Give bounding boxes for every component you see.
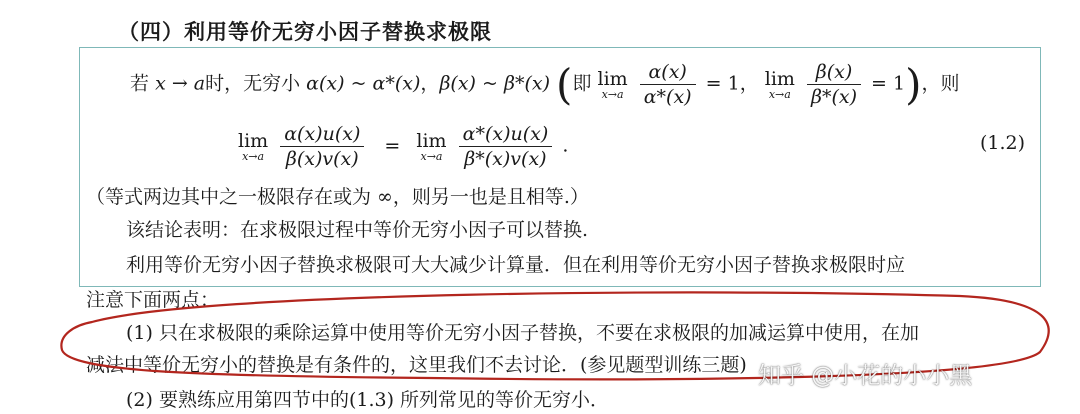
beta-ratio-denominator: β*(x) bbox=[810, 86, 857, 108]
ruo-text: 若 bbox=[130, 72, 150, 95]
right-denominator: β*(x)v(x) bbox=[464, 148, 547, 170]
point-1-line-2 bbox=[86, 350, 747, 377]
equals-one-1: = 1， bbox=[705, 72, 759, 95]
section-heading: （四）利用等价无穷小因子替换求极限 bbox=[118, 20, 492, 44]
alpha-ratio bbox=[640, 60, 696, 109]
zhihu-watermark: 知乎 @小花的小小黑 bbox=[758, 363, 973, 389]
equals-one-2: = 1 bbox=[871, 72, 906, 95]
note-text: （等式两边其中之一极限存在或为 ∞，则另一也是且相等.） bbox=[86, 186, 589, 208]
alpha-equivalence: α(x) ~ α*(x) bbox=[306, 72, 421, 95]
limit-arrow: x → a bbox=[155, 72, 206, 95]
formula-line-1 bbox=[130, 60, 960, 109]
lim-label: lim bbox=[416, 129, 447, 152]
beta-ratio bbox=[807, 60, 861, 109]
point-1-line-2-tail: 三题) bbox=[701, 354, 747, 376]
lim-label: lim bbox=[597, 67, 628, 90]
lim-subscript: x→a bbox=[601, 87, 624, 101]
conclusion-text: 该结论表明：在求极限过程中等价无穷小因子可以替换. bbox=[126, 219, 589, 241]
limit-operator-2 bbox=[765, 69, 795, 101]
paragraph-line-2: 注意下面两点： bbox=[86, 289, 220, 311]
left-denominator: β(x)v(x) bbox=[285, 148, 359, 170]
limit-operator-1 bbox=[598, 69, 628, 101]
alpha-ratio-numerator: α(x) bbox=[640, 60, 696, 85]
comma: ， bbox=[420, 72, 440, 95]
beta-ratio-numerator: β(x) bbox=[807, 60, 861, 85]
right-numerator: α*(x)u(x) bbox=[459, 122, 553, 147]
alpha-ratio-denominator: α*(x) bbox=[643, 86, 692, 108]
limit-operator-right bbox=[416, 131, 446, 163]
ji-text: 即 bbox=[572, 72, 592, 95]
then-text: ，则 bbox=[921, 72, 960, 95]
lim-subscript: x→a bbox=[768, 87, 791, 101]
point-1-line-2-text: 减法中等价无穷小的替换是有条件的，这里我们不去讨论．(参见题型训练 bbox=[86, 354, 702, 376]
left-paren: ( bbox=[556, 60, 573, 109]
beta-equivalence: β(x) ~ β*(x) bbox=[439, 72, 550, 95]
paragraph-line-1: 利用等价无穷小因子替换求极限可大大减少计算量．但在利用等价无穷小因子替换求极限时应 bbox=[126, 254, 906, 276]
limit-operator-left bbox=[238, 131, 268, 163]
point-2-text: (2) 要熟练应用第四节中的(1.3) 所列常见的等价无穷小． bbox=[126, 389, 610, 411]
lim-label: lim bbox=[238, 129, 269, 152]
lim-label: lim bbox=[764, 67, 795, 90]
equation-number: (1.2) bbox=[979, 132, 1025, 154]
left-fraction bbox=[280, 122, 364, 171]
when-text: 时，无穷小 bbox=[205, 72, 301, 95]
formula-period: . bbox=[562, 134, 569, 157]
right-paren: ) bbox=[905, 60, 922, 109]
equals-sign: = bbox=[384, 134, 401, 157]
right-fraction bbox=[459, 122, 553, 171]
point-1-line-1: (1) 只在求极限的乘除运算中使用等价无穷小因子替换，不要在求极限的加减运算中使用，在加 bbox=[126, 322, 919, 344]
formula-line-2 bbox=[238, 122, 568, 171]
lim-subscript: x→a bbox=[242, 149, 265, 163]
lim-subscript: x→a bbox=[420, 149, 443, 163]
left-numerator: α(x)u(x) bbox=[280, 122, 364, 147]
